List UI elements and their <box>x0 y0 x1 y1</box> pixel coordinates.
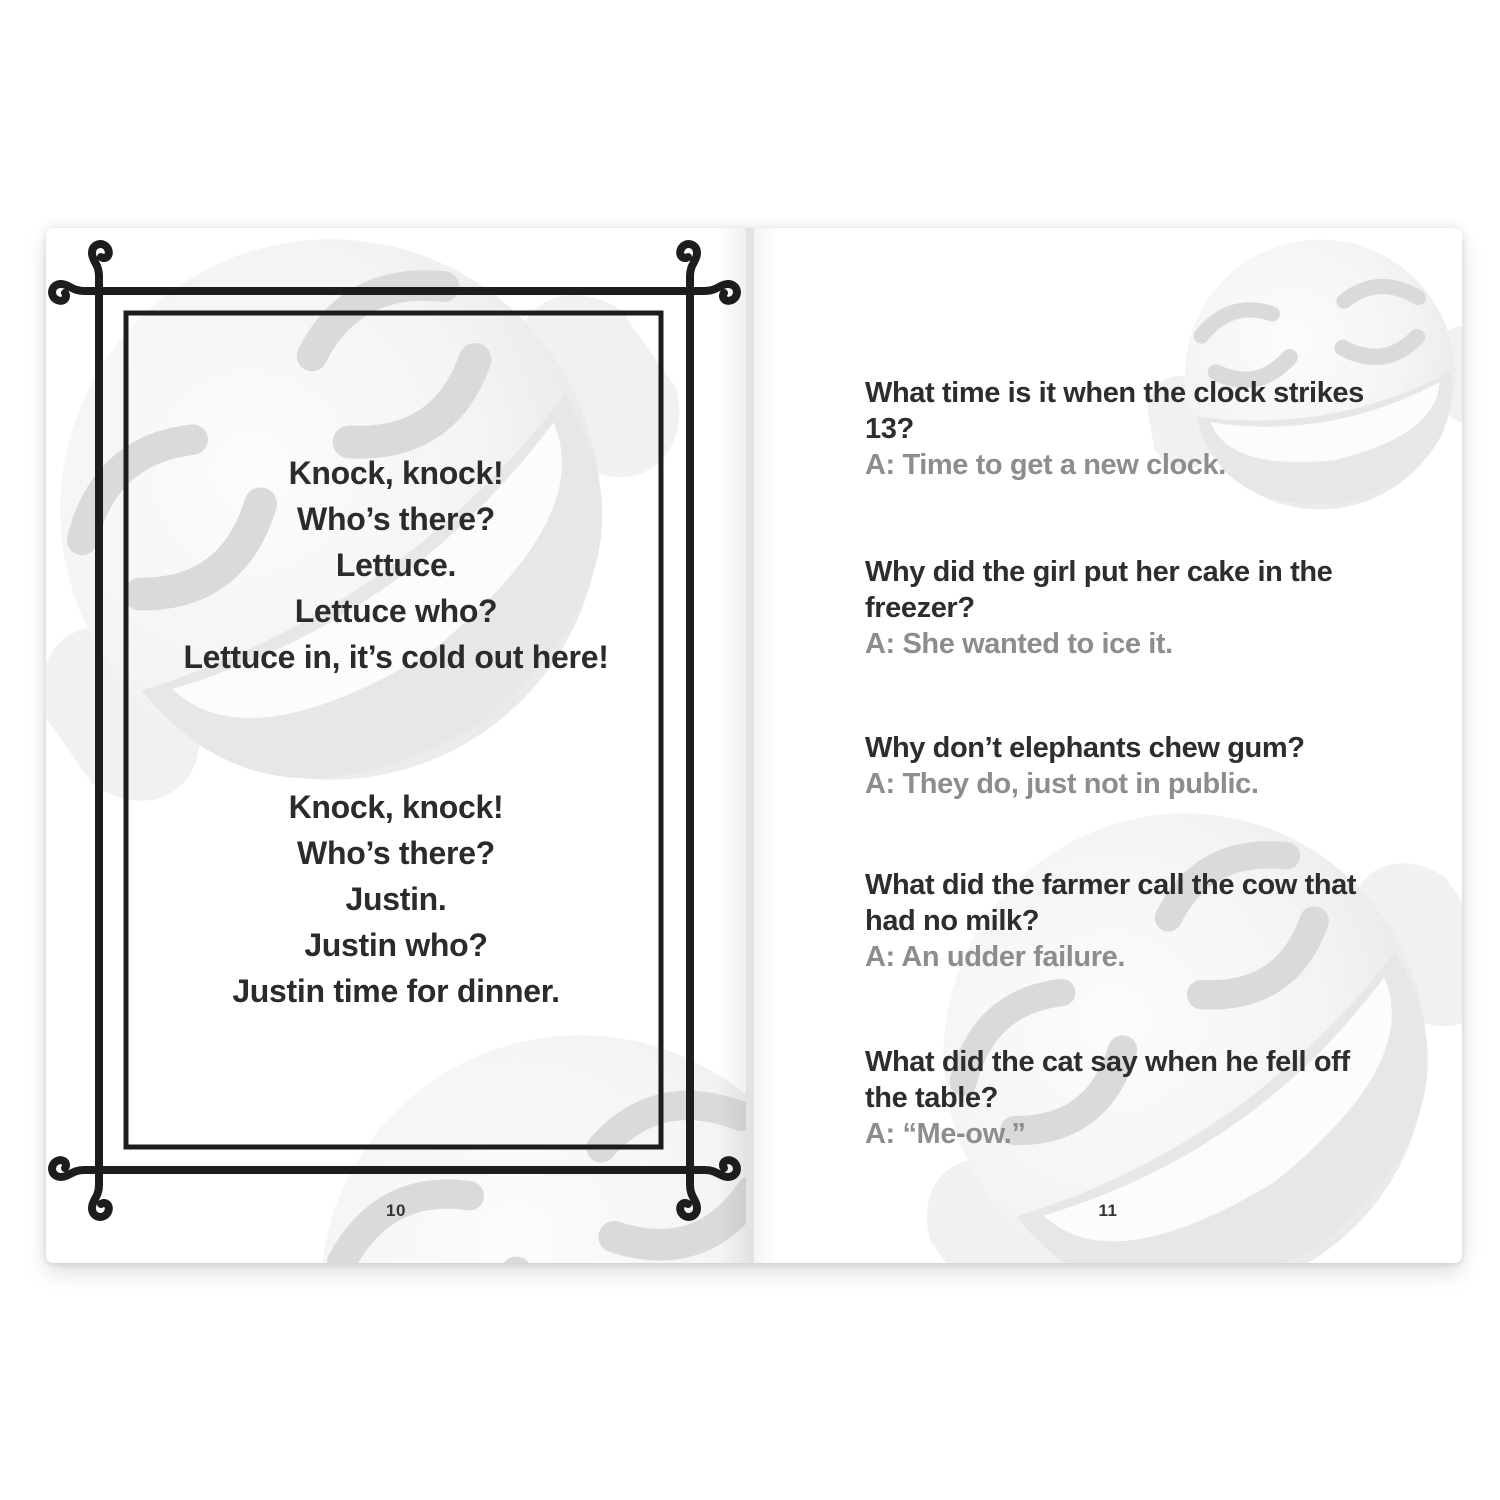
page-number-left: 10 <box>386 1201 406 1220</box>
knock-knock-joke <box>46 450 746 680</box>
page-number-right: 11 <box>1098 1201 1118 1220</box>
joke-line: Knock, knock! <box>288 789 504 825</box>
answer-line: A: They do, just not in public. <box>865 768 1259 800</box>
joke-line: Lettuce. <box>335 547 457 583</box>
question-line: freezer? <box>865 592 975 624</box>
question-line: What did the cat say when he fell off <box>865 1046 1350 1078</box>
joke-line: Who’s there? <box>297 501 495 537</box>
joke-line: Lettuce in, it’s cold out here! <box>183 639 609 675</box>
joke-line: Knock, knock! <box>288 455 504 491</box>
joke-line: Lettuce who? <box>294 593 498 629</box>
book-spread <box>46 228 1462 1263</box>
decorative-scroll-frame <box>46 228 746 1263</box>
qa-joke <box>865 554 1332 662</box>
page-right <box>754 228 1462 1263</box>
question-line: What did the farmer call the cow that <box>865 869 1357 901</box>
answer-line: A: “Me-ow.” <box>865 1118 1026 1150</box>
answer-line: A: Time to get a new clock. <box>865 449 1226 481</box>
joke-line: Who’s there? <box>297 835 495 871</box>
joke-line: Justin time for dinner. <box>232 973 560 1009</box>
joke-line: Justin. <box>345 881 447 917</box>
question-line: Why did the girl put her cake in the <box>865 556 1333 588</box>
qa-joke <box>865 1044 1350 1152</box>
answer-line: A: She wanted to ice it. <box>865 628 1173 660</box>
question-line: 13? <box>865 413 914 445</box>
question-line: What time is it when the clock strikes <box>865 377 1364 409</box>
answer-line: A: An udder failure. <box>865 941 1125 973</box>
qa-joke <box>865 375 1364 483</box>
knock-knock-joke <box>46 784 746 1014</box>
question-line: had no milk? <box>865 905 1040 937</box>
question-line: Why don’t elephants chew gum? <box>865 732 1305 764</box>
joke-line: Justin who? <box>304 927 488 963</box>
qa-joke <box>865 867 1356 975</box>
question-line: the table? <box>865 1082 998 1114</box>
qa-joke <box>865 730 1305 802</box>
page-left <box>46 228 746 1263</box>
